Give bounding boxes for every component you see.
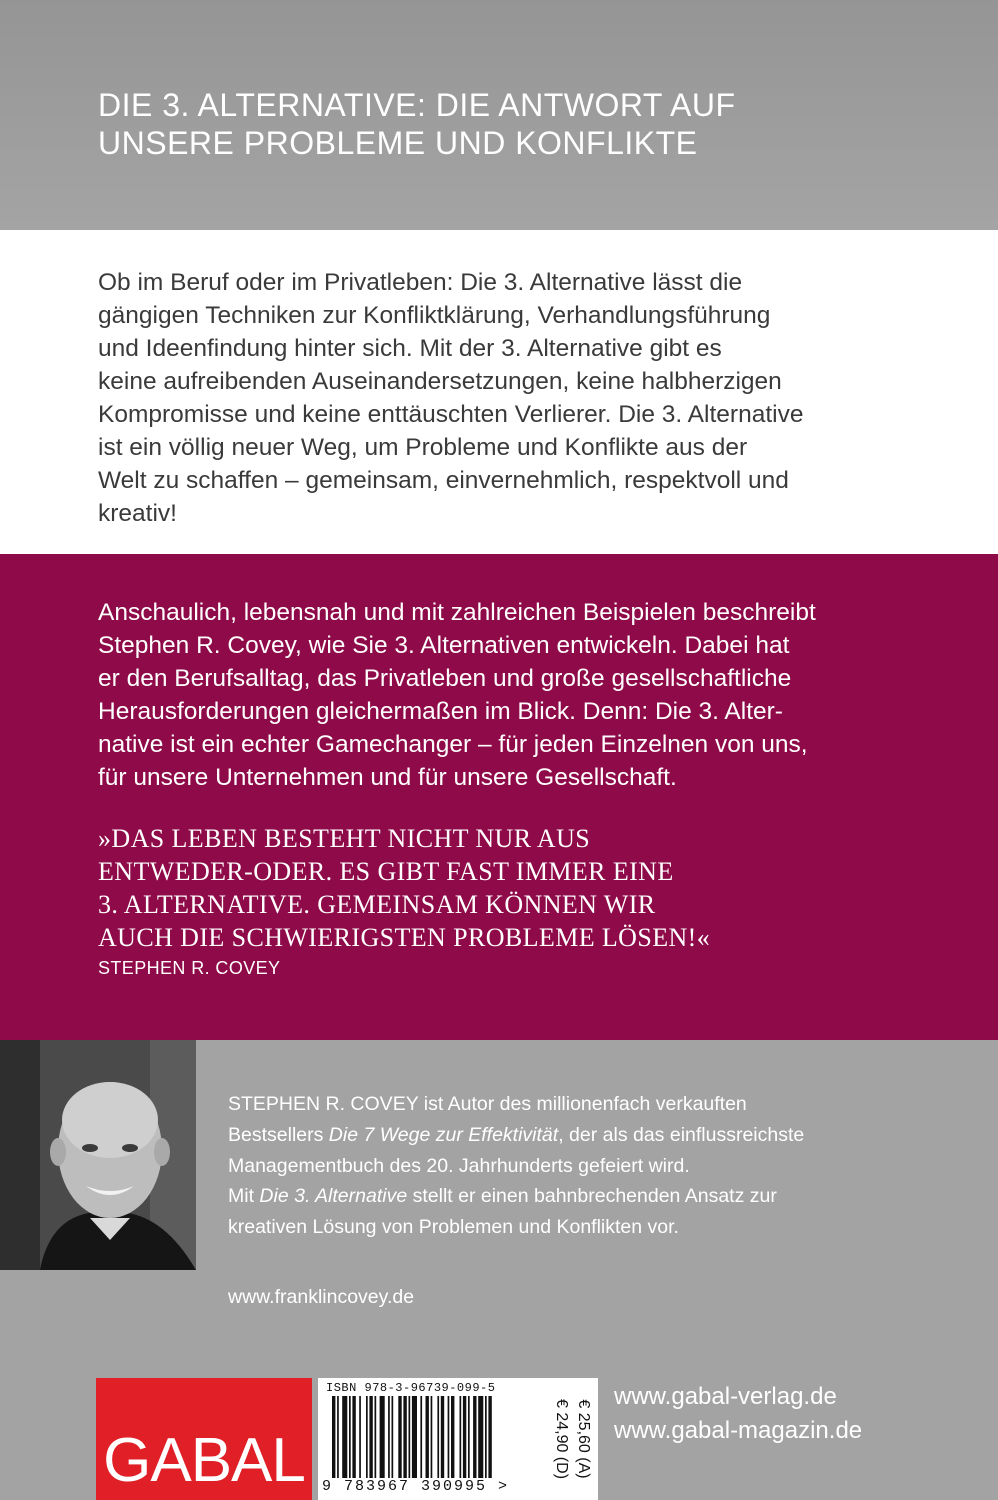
barcode-bar bbox=[437, 1396, 439, 1478]
intro-line: kreativ! bbox=[98, 500, 177, 527]
intro-line: ist ein völlig neuer Weg, um Probleme und Konflikte aus der bbox=[98, 434, 748, 461]
intro-line: keine aufreibenden Auseinandersetzungen, keine halbherzigen bbox=[98, 368, 782, 395]
intro-text bbox=[98, 266, 918, 530]
intro-line: Kompromisse und keine enttäuschten Verlierer. Die 3. Alternative bbox=[98, 401, 804, 428]
barcode-bar bbox=[392, 1396, 394, 1478]
intro-line: Ob im Beruf oder im Privatleben: Die 3. Alternative lässt die bbox=[98, 269, 743, 296]
intro-line: und Ideenfindung hinter sich. Mit der 3. Alternative gibt es bbox=[98, 335, 722, 362]
logo-text: GABAL bbox=[103, 1426, 305, 1495]
bio-line: Managementbuch des 20. Jahrhunderts gefeiert wird. bbox=[228, 1154, 690, 1177]
bio-line: STEPHEN R. COVEY ist Autor des millionenfach verkauften bbox=[228, 1093, 747, 1115]
book-headline bbox=[98, 86, 735, 162]
barcode-bar bbox=[420, 1396, 422, 1478]
quote-attribution: STEPHEN R. COVEY bbox=[98, 958, 281, 978]
description-line: Stephen R. Covey, wie Sie 3. Alternativen entwickeln. Dabei hat bbox=[98, 632, 790, 659]
barcode-block bbox=[318, 1378, 598, 1500]
intro-band bbox=[0, 230, 998, 554]
price-at: € 25,60 (A) bbox=[575, 1399, 592, 1479]
barcode-bar bbox=[460, 1396, 462, 1478]
isbn-number: ISBN 978-3-96739-099-5 bbox=[326, 1381, 496, 1395]
barcode-bar bbox=[431, 1396, 433, 1478]
barcode-bar bbox=[403, 1396, 406, 1478]
barcode-number: 9 783967 390995 > bbox=[322, 1478, 510, 1495]
book-title-7-wege: Die 7 Wege zur Effektivität bbox=[328, 1123, 559, 1146]
header-band bbox=[0, 0, 998, 230]
barcode-bar bbox=[441, 1396, 444, 1478]
barcode-bar bbox=[332, 1396, 335, 1478]
quote-line: AUCH DIE SCHWIERIGSTEN PROBLEME LÖSEN!« bbox=[98, 923, 711, 952]
description-line: für unsere Unternehmen und für unsere Gesellschaft. bbox=[98, 764, 677, 791]
barcode-bar bbox=[349, 1396, 351, 1478]
barcode-bar bbox=[409, 1396, 411, 1478]
publisher-urls bbox=[614, 1380, 862, 1448]
book-title-3-alternative: Die 3. Alternative bbox=[259, 1185, 408, 1208]
headline-line: DIE 3. ALTERNATIVE: DIE ANTWORT AUF bbox=[98, 87, 736, 123]
bio-line: Mit Die 3. Alternative stellt er einen bahnbrechenden Ansatz zur bbox=[228, 1185, 777, 1208]
barcode bbox=[328, 1396, 542, 1478]
description-line: native ist ein echter Gamechanger – für jeden Einzelnen von uns, bbox=[98, 731, 808, 758]
barcode-bar bbox=[412, 1396, 417, 1478]
description-band bbox=[0, 554, 998, 1040]
bio-line: kreativen Lösung von Problemen und Konflikten vor. bbox=[228, 1216, 679, 1239]
barcode-bar bbox=[478, 1396, 483, 1478]
intro-line: Welt zu schaffen – gemeinsam, einvernehmlich, respektvoll und bbox=[98, 467, 789, 494]
headline-line: UNSERE PROBLEME UND KONFLIKTE bbox=[98, 125, 698, 161]
author-quote bbox=[98, 822, 710, 954]
barcode-bar bbox=[398, 1396, 401, 1478]
bio-line: Bestsellers Die 7 Wege zur Effektivität, der als das einflussreichste bbox=[228, 1123, 805, 1146]
barcode-bar bbox=[337, 1396, 339, 1478]
barcode-bar bbox=[426, 1396, 429, 1478]
barcode-bar bbox=[448, 1396, 450, 1478]
barcode-bar bbox=[463, 1396, 466, 1478]
quote-line: ENTWEDER-ODER. ES GIBT FAST IMMER EINE bbox=[98, 857, 674, 886]
quote-line: »DAS LEBEN BESTEHT NICHT NUR AUS bbox=[98, 824, 591, 853]
description-line: Anschaulich, lebensnah und mit zahlreichen Beispielen beschreibt bbox=[98, 599, 816, 626]
barcode-bar bbox=[342, 1396, 347, 1478]
publisher-url: www.gabal-magazin.de bbox=[614, 1417, 863, 1444]
barcode-bar bbox=[359, 1396, 361, 1478]
barcode-bar bbox=[468, 1396, 470, 1478]
price-de: € 24,90 (D) bbox=[553, 1398, 570, 1480]
publisher-url: www.gabal-verlag.de bbox=[614, 1383, 837, 1410]
publisher-logo bbox=[96, 1378, 312, 1500]
intro-line: gängigen Techniken zur Konfliktklärung, Verhandlungsführung bbox=[98, 302, 771, 329]
barcode-bar bbox=[488, 1396, 491, 1478]
author-band bbox=[0, 1040, 998, 1500]
barcode-bar bbox=[451, 1396, 454, 1478]
description-text bbox=[98, 596, 918, 794]
quote-line: 3. ALTERNATIVE. GEMEINSAM KÖNNEN WIR bbox=[98, 890, 656, 919]
author-photo bbox=[0, 1040, 196, 1270]
barcode-bar bbox=[473, 1396, 476, 1478]
barcode-bar bbox=[388, 1396, 390, 1478]
barcode-bar bbox=[369, 1396, 372, 1478]
description-line: Herausforderungen gleichermaßen im Blick. Denn: Die 3. Alter- bbox=[98, 698, 783, 725]
barcode-bar bbox=[380, 1396, 385, 1478]
author-bio bbox=[228, 1089, 804, 1243]
barcode-bar bbox=[352, 1396, 355, 1478]
barcode-bar bbox=[366, 1396, 368, 1478]
author-website: www.franklincovey.de bbox=[228, 1286, 415, 1308]
barcode-bar bbox=[375, 1396, 377, 1478]
barcode-bar bbox=[485, 1396, 487, 1478]
description-line: er den Berufsalltag, das Privatleben und große gesellschaftliche bbox=[98, 665, 792, 692]
